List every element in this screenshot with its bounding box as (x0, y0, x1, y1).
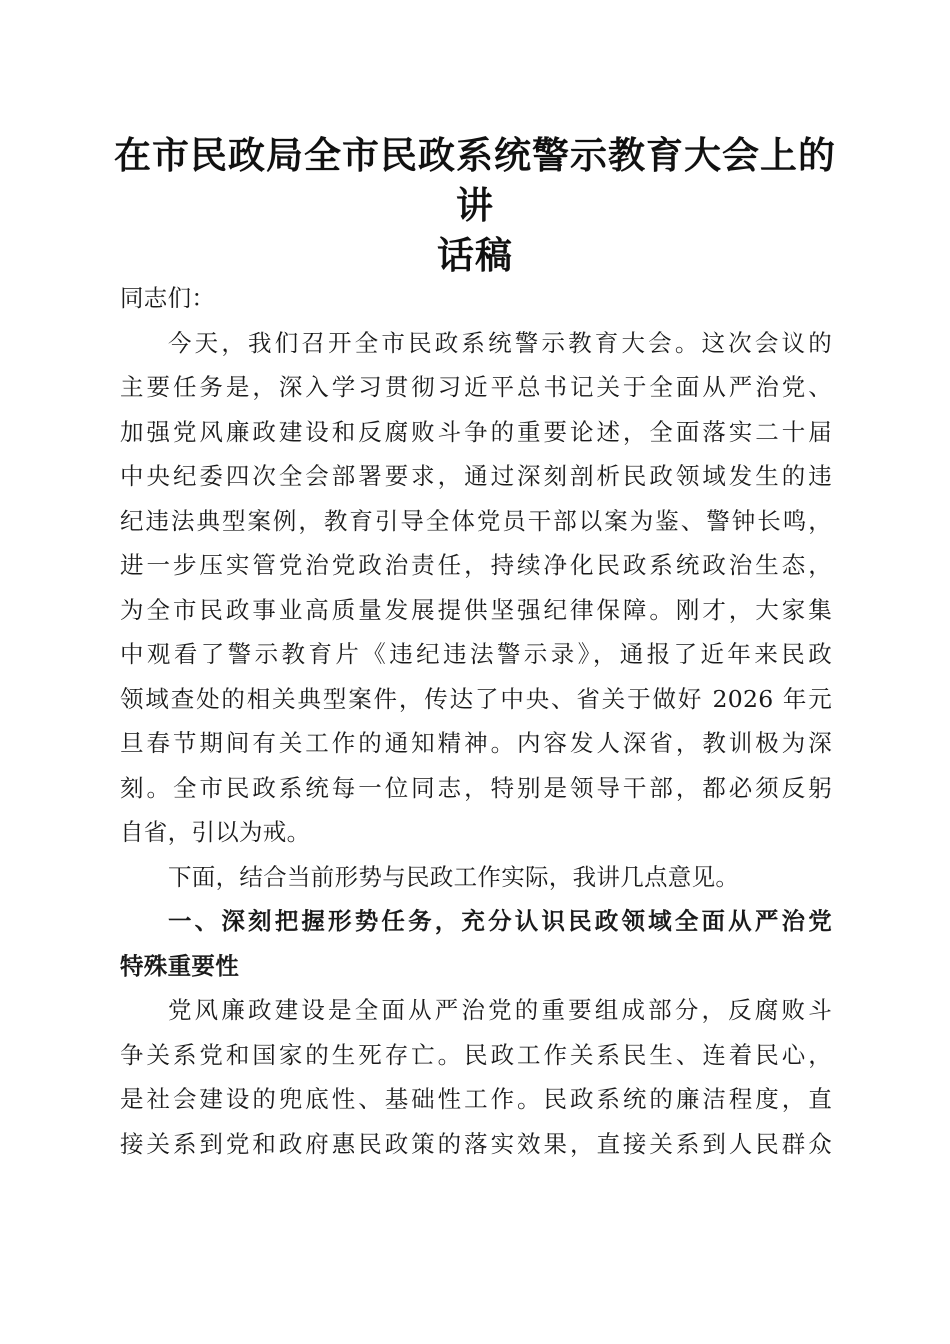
paragraph-1-line: 纪违法典型案例，教育引导全体党员干部以案为鉴、警钟长鸣， (120, 506, 832, 535)
paragraph-1-line: 自省，引以为戒。 (120, 818, 311, 846)
paragraph-1-line: 中观看了警示教育片《违纪违法警示录》，通报了近年来民政 (120, 640, 832, 668)
paragraph-3-line: 接关系到党和政府惠民政策的落实效果，直接关系到人民群众 (120, 1129, 832, 1158)
section-heading-1: 一、深刻把握形势任务，充分认识民政领域全面从严治党 (168, 907, 832, 935)
paragraph-3-line: 党风廉政建设是全面从严治党的重要组成部分，反腐败斗 (168, 996, 832, 1024)
paragraph-1-line: 今天，我们召开全市民政系统警示教育大会。这次会议的 (168, 328, 832, 357)
document-body (120, 276, 832, 1166)
paragraph-1-line: 领域查处的相关典型案件，传达了中央、省关于做好 2026 年元 (120, 684, 832, 713)
paragraph-1-line: 为全市民政事业高质量发展提供坚强纪律保障。刚才，大家集 (120, 595, 832, 624)
paragraph-1-line: 中央纪委四次全会部署要求，通过深刻剖析民政领域发生的违 (120, 462, 832, 490)
paragraph-1-line: 加强党风廉政建设和反腐败斗争的重要论述，全面落实二十届 (120, 417, 832, 446)
document-title (100, 130, 850, 280)
paragraph-1-line: 主要任务是，深入学习贯彻习近平总书记关于全面从严治党、 (120, 373, 832, 401)
paragraph-3-line: 争关系党和国家的生死存亡。民政工作关系民生、连着民心， (120, 1040, 832, 1069)
section-heading-1-cont: 特殊重要性 (120, 951, 239, 980)
paragraph-1-line: 进一步压实管党治党政治责任，持续净化民政系统政治生态， (120, 551, 832, 579)
title-line-1: 在市民政局全市民政系统警示教育大会上的讲 (114, 133, 836, 227)
title-line-2: 话稿 (437, 233, 513, 277)
paragraph-3-line: 是社会建设的兜底性、基础性工作。民政系统的廉洁程度，直 (120, 1085, 832, 1113)
salutation: 同志们： (120, 284, 216, 312)
paragraph-1-line: 旦春节期间有关工作的通知精神。内容发人深省，教训极为深 (120, 729, 832, 757)
paragraph-1-line: 刻。全市民政系统每一位同志，特别是领导干部，都必须反躬 (120, 773, 832, 802)
paragraph-2: 下面，结合当前形势与民政工作实际，我讲几点意见。 (168, 862, 740, 891)
